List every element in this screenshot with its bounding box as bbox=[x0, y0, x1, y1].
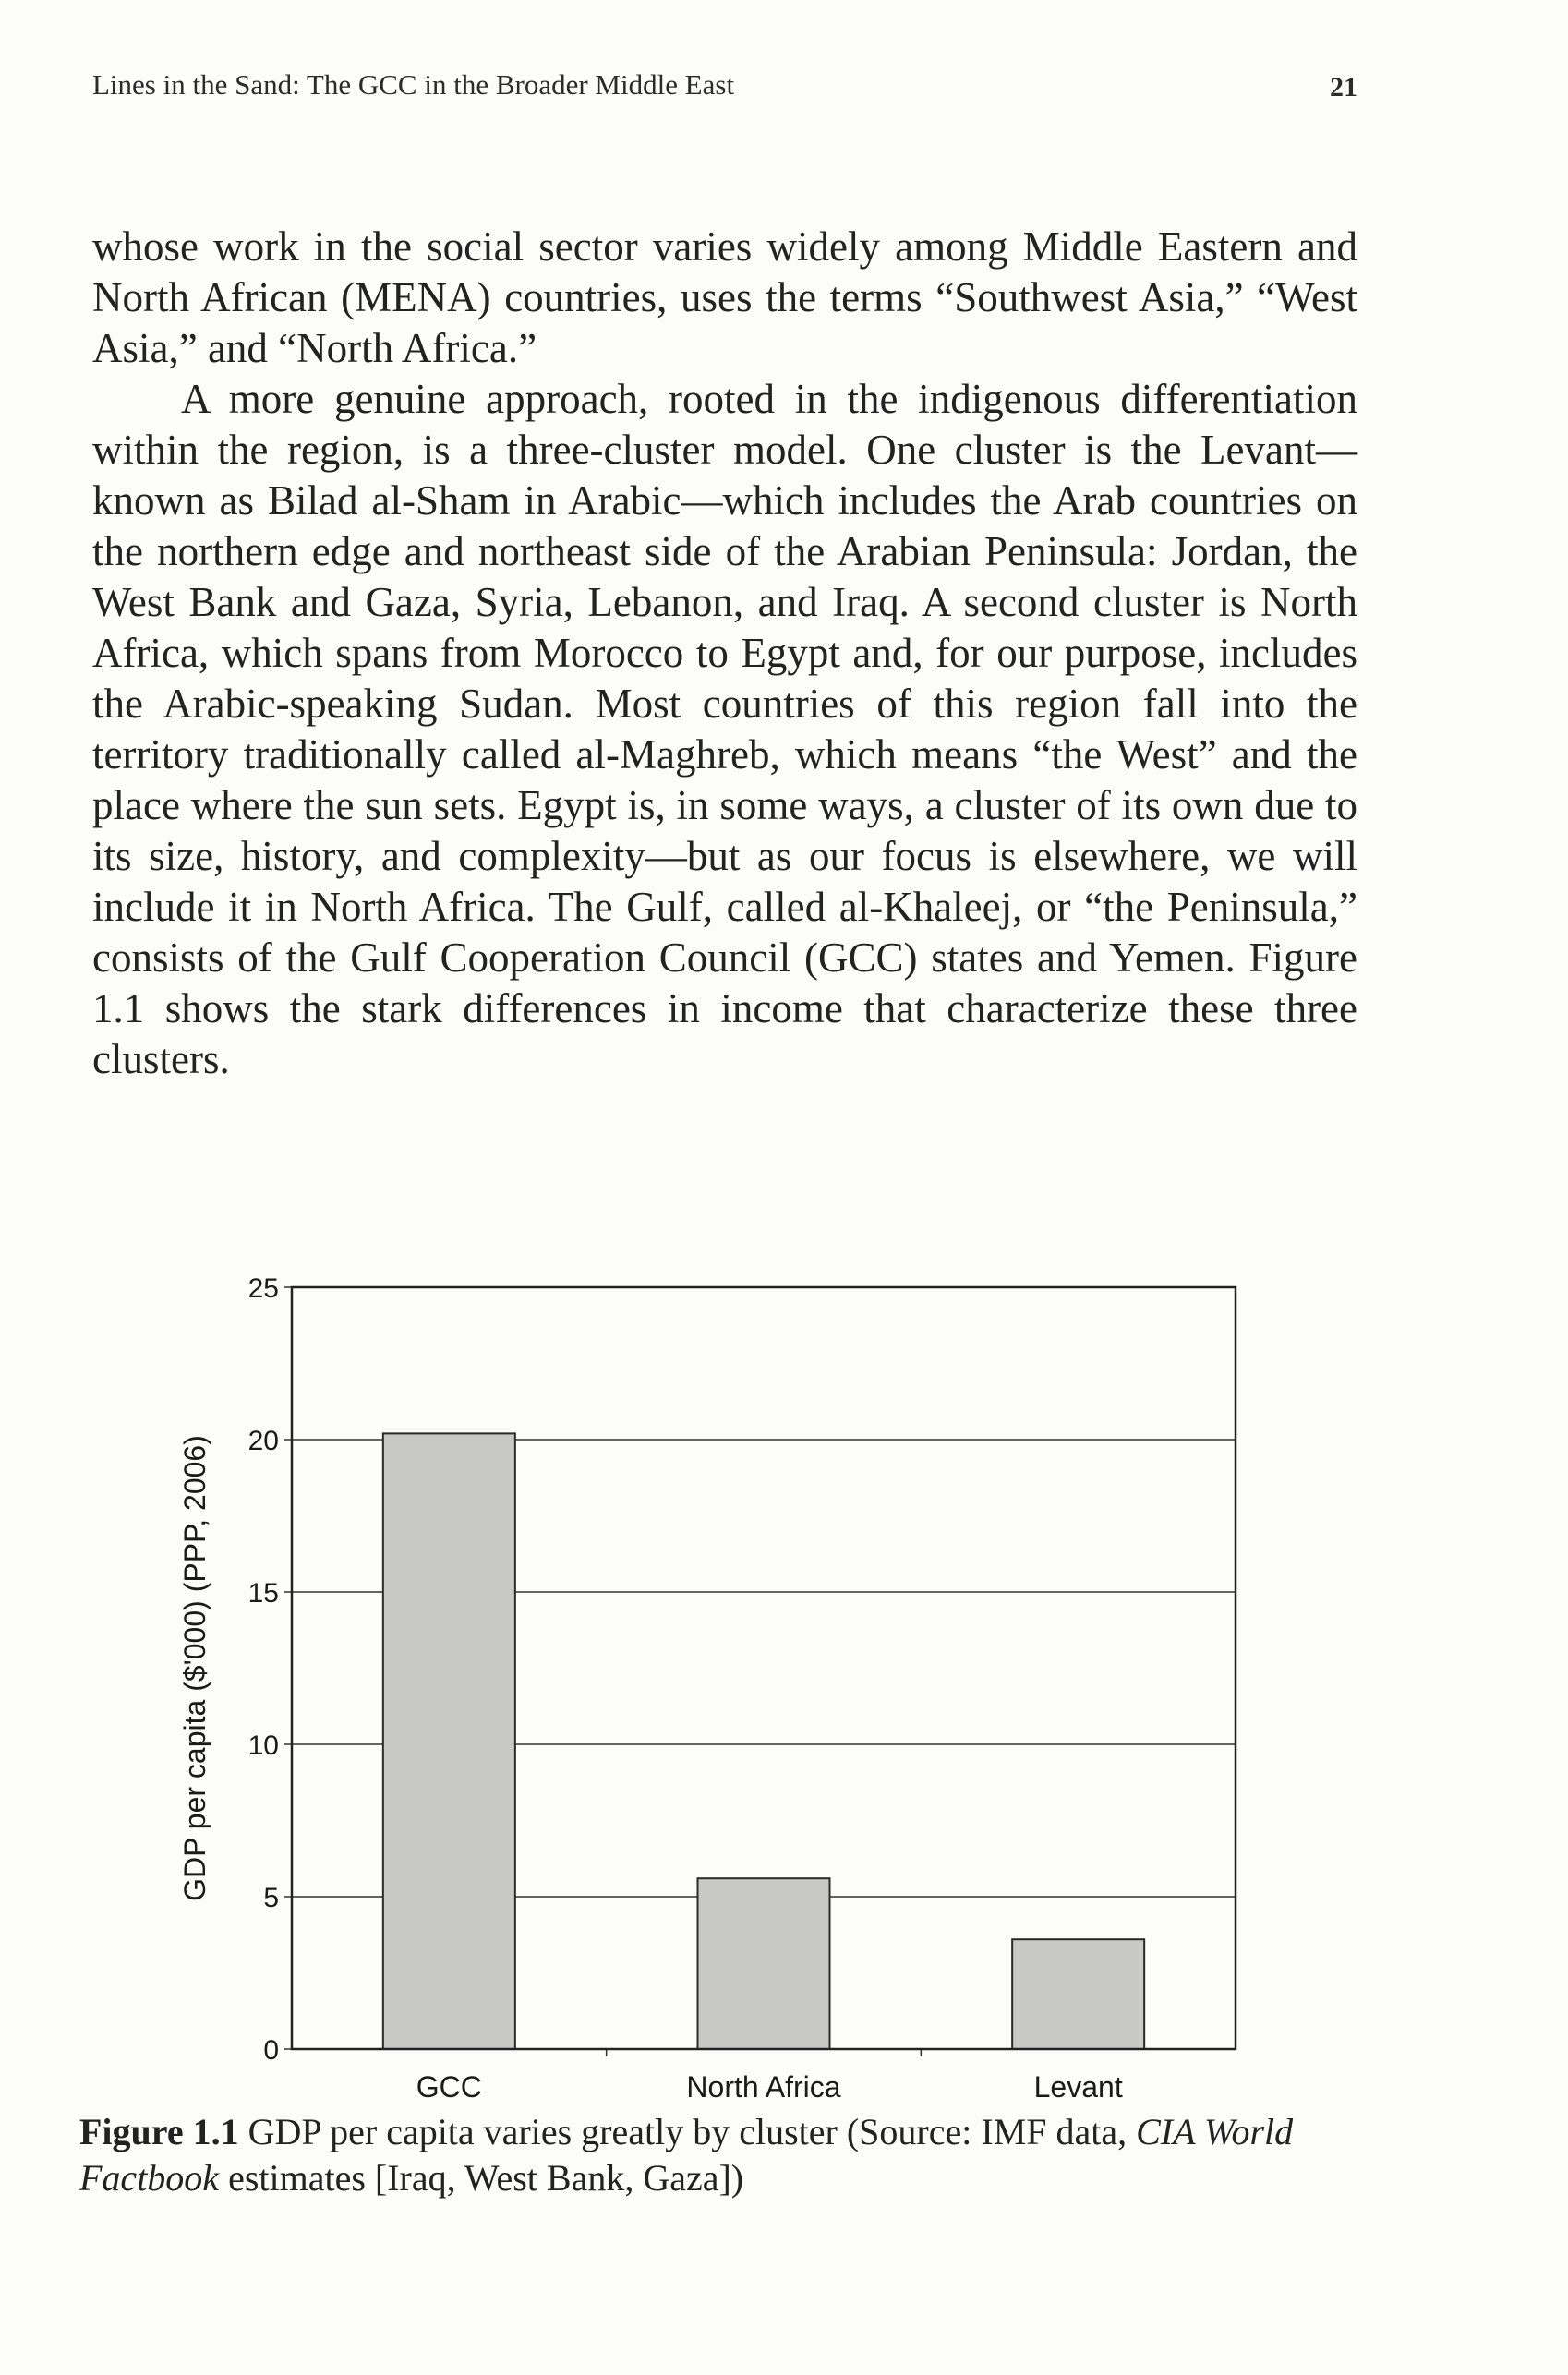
x-tick-label: North Africa bbox=[686, 2070, 841, 2104]
y-tick-label: 5 bbox=[263, 1883, 279, 1913]
y-tick-label: 15 bbox=[247, 1578, 279, 1609]
running-head bbox=[92, 68, 1357, 105]
caption-source-title: CIA World Factbook bbox=[79, 2111, 1294, 2199]
caption-text-end: estimates [Iraq, West Bank, Gaza]) bbox=[219, 2157, 744, 2199]
paragraph-1: whose work in the social sector varies widely among Middle Eastern and North African (MENA) countries, uses the terms “Southwest Asia,” “West Asia,” and “North Africa.” bbox=[92, 223, 1357, 371]
x-tick-label: GCC bbox=[416, 2070, 482, 2104]
caption-label: Figure 1.1 bbox=[79, 2111, 239, 2152]
y-axis-label: GDP per capita ($'000) (PPP, 2006) bbox=[178, 1435, 211, 1901]
x-tick-label: Levant bbox=[1033, 2070, 1123, 2104]
page-number: 21 bbox=[1330, 72, 1357, 102]
y-tick-label: 0 bbox=[263, 2035, 279, 2066]
bar bbox=[1012, 1939, 1144, 2049]
figure-chart bbox=[0, 1247, 1568, 2124]
body-text bbox=[92, 222, 1357, 1085]
caption-text: GDP per capita varies greatly by cluster (Source: IMF data, bbox=[238, 2111, 1137, 2152]
bar bbox=[698, 1878, 830, 2049]
running-title: Lines in the Sand: The GCC in the Broader Middle East bbox=[92, 68, 735, 101]
figure-caption bbox=[79, 2109, 1391, 2201]
y-tick-label: 20 bbox=[247, 1426, 279, 1456]
paragraph-2: A more genuine approach, rooted in the indigenous differentiation within the region, is a three-cluster model. One cluster is the Levant—known as Bilad al-Sham in Arabic—which includes the Arab countries on the northern edge and northeast side of the Arabian Peninsula: Jordan, the West Bank and Gaza, Syria, Lebanon, and Iraq. A second cluster is North Africa, which spans from Morocco to Egypt and, for our purpose, includes the Arabic-speaking Sudan. Most countries of this region fall into the territory traditionally called al-Maghreb, which means “the West” and the place where the sun sets. Egypt is, in some ways, a cluster of its own due to its size, history, and complexity—but as our focus is elsewhere, we will include it in North Africa. The Gulf, called al-Khaleej, or “the Peninsula,” consists of the Gulf Cooperation Council (GCC) states and Yemen. Figure 1.1 shows the stark differences in income that characterize these three clusters. bbox=[92, 376, 1357, 1082]
y-tick-label: 10 bbox=[247, 1730, 279, 1761]
bar bbox=[383, 1433, 515, 2049]
bar-chart bbox=[0, 1247, 1568, 2124]
y-tick-label: 25 bbox=[247, 1273, 279, 1304]
